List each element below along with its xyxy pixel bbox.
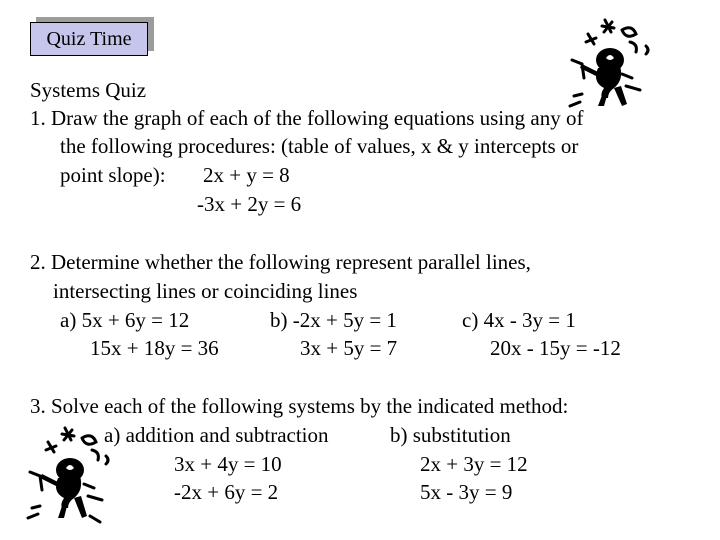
q1-equation-1: 2x + y = 8 xyxy=(203,163,290,187)
q1-line2: the following procedures: (table of values, x & y intercepts or xyxy=(60,134,579,158)
q1-line3-label: point slope): xyxy=(60,163,166,187)
q2-c-top: c) 4x - 3y = 1 xyxy=(462,308,576,332)
q3-b-equation-1: 2x + 3y = 12 xyxy=(420,452,528,476)
q3-line1: 3. Solve each of the following systems by the indicated method: xyxy=(30,394,569,418)
title-box: Quiz Time xyxy=(30,22,148,56)
q2-c-bottom: 20x - 15y = -12 xyxy=(490,336,621,360)
quiz-heading: Systems Quiz xyxy=(30,78,147,102)
q3-a-equation-1: 3x + 4y = 10 xyxy=(174,452,282,476)
q3-a-equation-2: -2x + 6y = 2 xyxy=(174,480,279,504)
thinking-figure-clipart-top xyxy=(560,12,660,112)
q1-line1: 1. Draw the graph of each of the following equations using any of xyxy=(30,106,584,130)
q3-method-a: a) addition and subtraction xyxy=(104,423,329,447)
q3-method-b: b) substitution xyxy=(390,423,511,447)
q2-line2: intersecting lines or coinciding lines xyxy=(53,279,358,303)
q2-b-bottom: 3x + 5y = 7 xyxy=(300,336,398,360)
q2-line1: 2. Determine whether the following represent parallel lines, xyxy=(30,250,531,274)
q1-equation-2: -3x + 2y = 6 xyxy=(197,192,302,216)
q3-b-equation-2: 5x - 3y = 9 xyxy=(420,480,513,504)
q2-b-top: b) -2x + 5y = 1 xyxy=(270,308,397,332)
q2-a-top: a) 5x + 6y = 12 xyxy=(60,308,190,332)
q2-a-bottom: 15x + 18y = 36 xyxy=(90,336,219,360)
